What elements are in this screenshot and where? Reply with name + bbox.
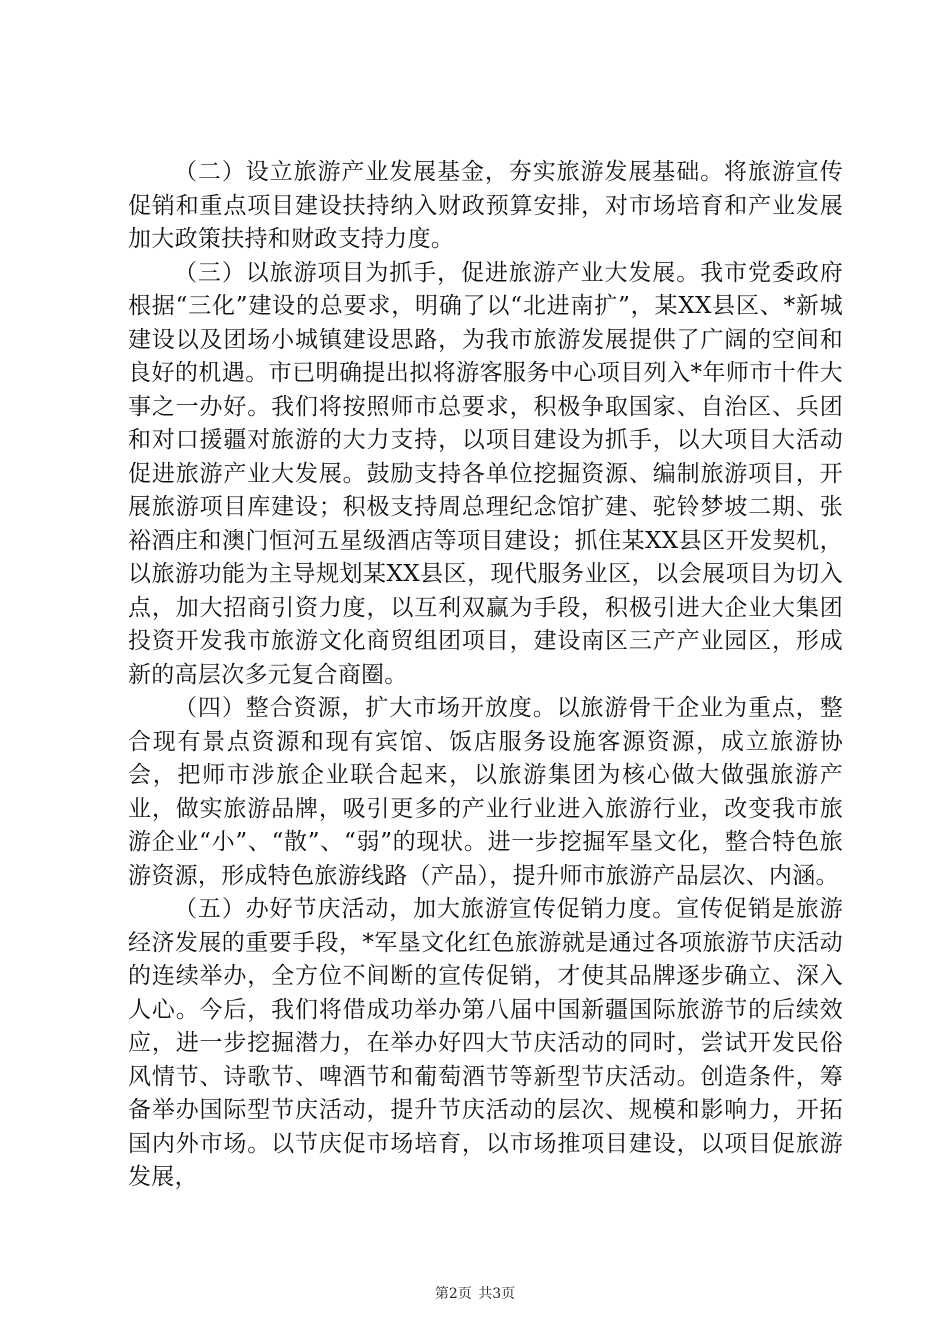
page-footer (0, 1283, 950, 1303)
paragraph-section-2: （二）设立旅游产业发展基金，夯实旅游发展基础。将旅游宣传促销和重点项目建设扶持纳入财政预算安排，对市场培育和产业发展加大政策扶持和财政支持力度。 (128, 159, 843, 252)
paragraph-section-4: （四）整合资源，扩大市场开放度。以旅游骨干企业为重点，整合现有景点资源和现有宾馆、饭店服务设施客源资源，成立旅游协会，把师市涉旅企业联合起来，以旅游集团为核心做大做强旅游产业，做实旅游品牌，吸引更多的产业行业进入旅游行业，改变我市旅游企业“小”、“散”、“弱”的现状。进一步挖掘军垦文化，整合特色旅游资源，形成特色旅游线路（产品），提升师市旅游产品层次、内涵。 (128, 695, 843, 889)
paragraph-section-3: （三）以旅游项目为抓手，促进旅游产业大发展。我市党委政府根据“三化”建设的总要求，明确了以“北进南扩”，某XX县区、*新城建设以及团场小城镇建设思路，为我市旅游发展提供了广阔的空间和良好的机遇。市已明确提出拟将游客服务中心项目列入*年师市十件大事之一办好。我们将按照师市总要求，积极争取国家、自治区、兵团和对口援疆对旅游的大力支持，以项目建设为抓手，以大项目大活动促进旅游产业大发展。鼓励支持各单位挖掘资源、编制旅游项目，开展旅游项目库建设；积极支持周总理纪念馆扩建、驼铃梦坡二期、张裕酒庄和澳门恒河五星级酒店等项目建设；抓住某XX县区开发契机，以旅游功能为主导规划某XX县区，现代服务业区，以会展项目为切入点，加大招商引资力度，以互利双赢为手段，积极引进大企业大集团投资开发我市旅游文化商贸组团项目，建设南区三产产业园区，形成新的高层次多元复合商圈。 (128, 259, 843, 688)
page-total: 共3页 (478, 1286, 516, 1302)
page-number: 第2页 (434, 1286, 472, 1302)
paragraph-section-5: （五）办好节庆活动，加大旅游宣传促销力度。宣传促销是旅游经济发展的重要手段，*军垦文化红色旅游就是通过各项旅游节庆活动的连续举办，全方位不间断的宣传促销，才使其品牌逐步确立、深入人心。今后，我们将借成功举办第八届中国新疆国际旅游节的后续效应，进一步挖掘潜力，在举办好四大节庆活动的同时，尝试开发民俗风情节、诗歌节、啤酒节和葡萄酒节等新型节庆活动。创造条件，筹备举办国际型节庆活动，提升节庆活动的层次、规模和影响力，开拓国内外市场。以节庆促市场培育，以市场推项目建设，以项目促旅游发展， (128, 896, 843, 1190)
document-body (128, 156, 843, 1195)
